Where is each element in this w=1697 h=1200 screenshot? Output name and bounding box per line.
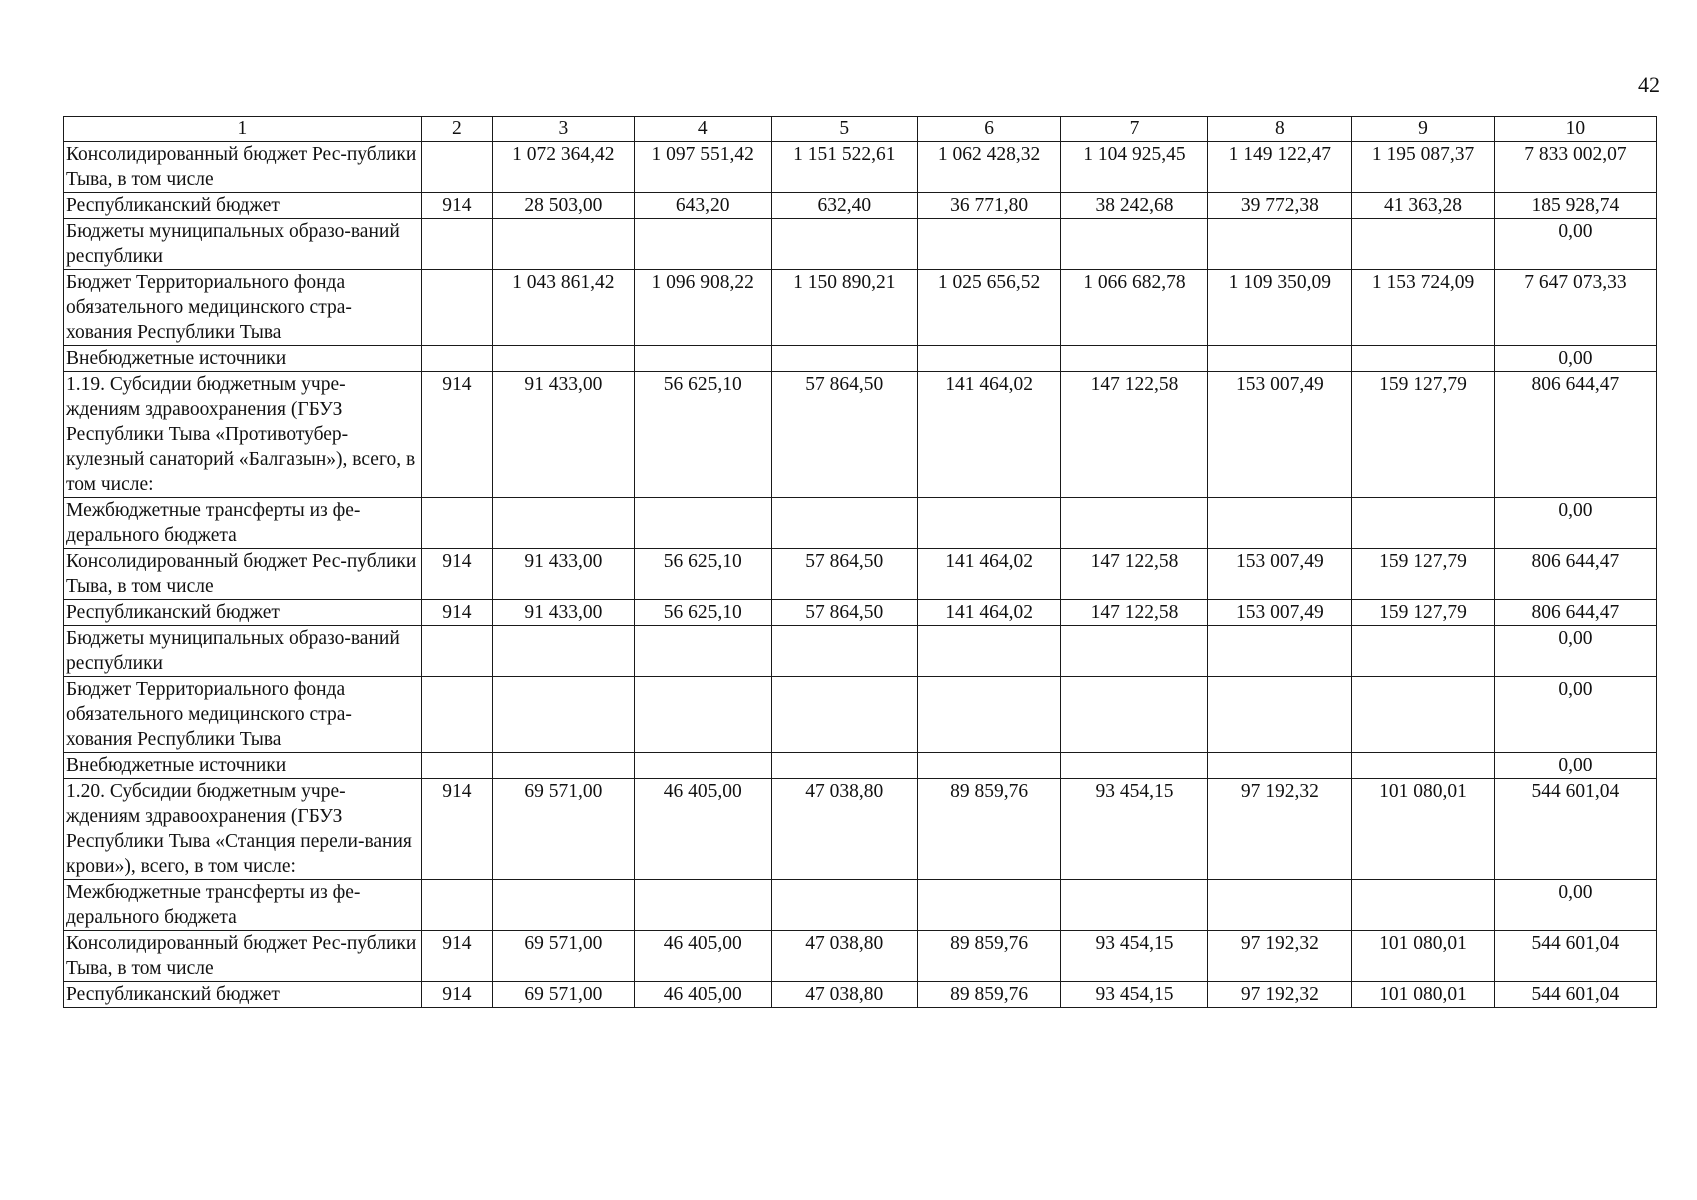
budget-code-cell: [421, 753, 492, 779]
header-cell: 7: [1061, 117, 1208, 142]
year-value-cell: 57 864,50: [771, 600, 917, 626]
table-row: [64, 626, 1657, 677]
year-value-cell: 46 405,00: [634, 982, 771, 1008]
header-cell: 10: [1494, 117, 1656, 142]
year-value-cell: 141 464,02: [917, 372, 1061, 498]
year-value-cell: 141 464,02: [917, 549, 1061, 600]
year-value-cell: 38 242,68: [1061, 193, 1208, 219]
year-value-cell: [493, 626, 635, 677]
table-row: [64, 880, 1657, 931]
total-value-cell: 806 644,47: [1494, 600, 1656, 626]
year-value-cell: 57 864,50: [771, 372, 917, 498]
year-value-cell: 147 122,58: [1061, 372, 1208, 498]
table-row: [64, 219, 1657, 270]
year-value-cell: [1061, 626, 1208, 677]
total-value-cell: 544 601,04: [1494, 931, 1656, 982]
year-value-cell: [1208, 498, 1352, 549]
header-cell: 5: [771, 117, 917, 142]
year-value-cell: 159 127,79: [1352, 372, 1495, 498]
total-value-cell: 0,00: [1494, 498, 1656, 549]
year-value-cell: 643,20: [634, 193, 771, 219]
budget-code-cell: 914: [421, 193, 492, 219]
year-value-cell: 159 127,79: [1352, 549, 1495, 600]
total-value-cell: 544 601,04: [1494, 779, 1656, 880]
table-row: [64, 982, 1657, 1008]
year-value-cell: 28 503,00: [493, 193, 635, 219]
header-cell: 4: [634, 117, 771, 142]
year-value-cell: [493, 677, 635, 753]
year-value-cell: [1352, 753, 1495, 779]
year-value-cell: 1 025 656,52: [917, 270, 1061, 346]
year-value-cell: [1061, 880, 1208, 931]
row-label: Консолидированный бюджет Рес-публики Тыва, в том числе: [64, 142, 422, 193]
year-value-cell: 56 625,10: [634, 549, 771, 600]
budget-code-cell: 914: [421, 549, 492, 600]
year-value-cell: 69 571,00: [493, 779, 635, 880]
year-value-cell: 93 454,15: [1061, 931, 1208, 982]
row-label: 1.19. Субсидии бюджетным учре-ждениям здравоохранения (ГБУЗ Республики Тыва «Противотубер-кулезный санаторий «Балгазын»), всего, в том числе:: [64, 372, 422, 498]
year-value-cell: 39 772,38: [1208, 193, 1352, 219]
row-label: Бюджет Территориального фонда обязательного медицинского стра-хования Республики Тыва: [64, 270, 422, 346]
year-value-cell: [917, 498, 1061, 549]
table-row: [64, 270, 1657, 346]
table-body: [64, 142, 1657, 1008]
table-row: [64, 193, 1657, 219]
header-cell: 3: [493, 117, 635, 142]
total-value-cell: 544 601,04: [1494, 982, 1656, 1008]
table-header-row: [64, 117, 1657, 142]
budget-code-cell: [421, 626, 492, 677]
table-row: [64, 549, 1657, 600]
table-row: [64, 142, 1657, 193]
year-value-cell: 101 080,01: [1352, 982, 1495, 1008]
budget-code-cell: [421, 346, 492, 372]
year-value-cell: 1 096 908,22: [634, 270, 771, 346]
year-value-cell: 97 192,32: [1208, 931, 1352, 982]
year-value-cell: 46 405,00: [634, 931, 771, 982]
year-value-cell: 56 625,10: [634, 600, 771, 626]
year-value-cell: [771, 498, 917, 549]
table-row: [64, 931, 1657, 982]
header-cell: 9: [1352, 117, 1495, 142]
year-value-cell: [1061, 753, 1208, 779]
header-cell: 1: [64, 117, 422, 142]
row-label: Республиканский бюджет: [64, 600, 422, 626]
year-value-cell: [634, 677, 771, 753]
year-value-cell: 101 080,01: [1352, 779, 1495, 880]
year-value-cell: [1208, 626, 1352, 677]
header-cell: 2: [421, 117, 492, 142]
year-value-cell: 101 080,01: [1352, 931, 1495, 982]
total-value-cell: 0,00: [1494, 219, 1656, 270]
year-value-cell: [917, 753, 1061, 779]
year-value-cell: [1208, 677, 1352, 753]
year-value-cell: 1 062 428,32: [917, 142, 1061, 193]
year-value-cell: [493, 346, 635, 372]
year-value-cell: 1 151 522,61: [771, 142, 917, 193]
budget-code-cell: 914: [421, 372, 492, 498]
year-value-cell: 93 454,15: [1061, 779, 1208, 880]
year-value-cell: [917, 219, 1061, 270]
year-value-cell: 159 127,79: [1352, 600, 1495, 626]
year-value-cell: [1208, 753, 1352, 779]
total-value-cell: 7 647 073,33: [1494, 270, 1656, 346]
row-label: Бюджеты муниципальных образо-ваний республики: [64, 626, 422, 677]
year-value-cell: 147 122,58: [1061, 600, 1208, 626]
year-value-cell: 1 072 364,42: [493, 142, 635, 193]
year-value-cell: 1 109 350,09: [1208, 270, 1352, 346]
year-value-cell: 47 038,80: [771, 779, 917, 880]
budget-code-cell: [421, 498, 492, 549]
year-value-cell: 69 571,00: [493, 931, 635, 982]
row-label: Консолидированный бюджет Рес-публики Тыва, в том числе: [64, 549, 422, 600]
total-value-cell: 0,00: [1494, 626, 1656, 677]
year-value-cell: 1 153 724,09: [1352, 270, 1495, 346]
year-value-cell: 47 038,80: [771, 931, 917, 982]
year-value-cell: [1061, 346, 1208, 372]
row-label: Консолидированный бюджет Рес-публики Тыва, в том числе: [64, 931, 422, 982]
year-value-cell: 93 454,15: [1061, 982, 1208, 1008]
year-value-cell: [771, 677, 917, 753]
year-value-cell: [771, 626, 917, 677]
year-value-cell: 57 864,50: [771, 549, 917, 600]
budget-code-cell: 914: [421, 931, 492, 982]
budget-table: [63, 116, 1657, 1008]
year-value-cell: 41 363,28: [1352, 193, 1495, 219]
total-value-cell: 185 928,74: [1494, 193, 1656, 219]
row-label: Межбюджетные трансферты из фе-дерального бюджета: [64, 498, 422, 549]
year-value-cell: [634, 498, 771, 549]
year-value-cell: 36 771,80: [917, 193, 1061, 219]
year-value-cell: [634, 626, 771, 677]
year-value-cell: [771, 753, 917, 779]
year-value-cell: 91 433,00: [493, 372, 635, 498]
row-label: Республиканский бюджет: [64, 193, 422, 219]
header-cell: 8: [1208, 117, 1352, 142]
budget-code-cell: 914: [421, 779, 492, 880]
year-value-cell: 632,40: [771, 193, 917, 219]
year-value-cell: 46 405,00: [634, 779, 771, 880]
year-value-cell: [917, 880, 1061, 931]
table-row: [64, 779, 1657, 880]
year-value-cell: [771, 219, 917, 270]
total-value-cell: 806 644,47: [1494, 372, 1656, 498]
year-value-cell: 147 122,58: [1061, 549, 1208, 600]
year-value-cell: 89 859,76: [917, 931, 1061, 982]
year-value-cell: 47 038,80: [771, 982, 917, 1008]
year-value-cell: [1352, 346, 1495, 372]
total-value-cell: 0,00: [1494, 880, 1656, 931]
year-value-cell: 91 433,00: [493, 549, 635, 600]
year-value-cell: [771, 880, 917, 931]
table-row: [64, 498, 1657, 549]
row-label: Внебюджетные источники: [64, 753, 422, 779]
year-value-cell: 1 195 087,37: [1352, 142, 1495, 193]
year-value-cell: [1061, 219, 1208, 270]
year-value-cell: 1 150 890,21: [771, 270, 917, 346]
year-value-cell: 1 043 861,42: [493, 270, 635, 346]
year-value-cell: [493, 219, 635, 270]
year-value-cell: 153 007,49: [1208, 549, 1352, 600]
total-value-cell: 0,00: [1494, 346, 1656, 372]
year-value-cell: 89 859,76: [917, 982, 1061, 1008]
year-value-cell: [1061, 498, 1208, 549]
year-value-cell: [634, 219, 771, 270]
budget-code-cell: [421, 880, 492, 931]
year-value-cell: [493, 498, 635, 549]
year-value-cell: [771, 346, 917, 372]
year-value-cell: [1352, 677, 1495, 753]
budget-code-cell: [421, 219, 492, 270]
year-value-cell: 89 859,76: [917, 779, 1061, 880]
year-value-cell: 141 464,02: [917, 600, 1061, 626]
page-number: 42: [1638, 72, 1660, 97]
year-value-cell: [1352, 498, 1495, 549]
budget-code-cell: [421, 677, 492, 753]
year-value-cell: [1352, 880, 1495, 931]
year-value-cell: 56 625,10: [634, 372, 771, 498]
row-label: Бюджет Территориального фонда обязательного медицинского стра-хования Республики Тыва: [64, 677, 422, 753]
year-value-cell: 1 097 551,42: [634, 142, 771, 193]
year-value-cell: 153 007,49: [1208, 372, 1352, 498]
year-value-cell: 1 066 682,78: [1061, 270, 1208, 346]
year-value-cell: 153 007,49: [1208, 600, 1352, 626]
total-value-cell: 7 833 002,07: [1494, 142, 1656, 193]
budget-code-cell: 914: [421, 600, 492, 626]
budget-code-cell: 914: [421, 982, 492, 1008]
total-value-cell: 0,00: [1494, 753, 1656, 779]
budget-code-cell: [421, 142, 492, 193]
row-label: Внебюджетные источники: [64, 346, 422, 372]
year-value-cell: [1208, 219, 1352, 270]
table-row: [64, 753, 1657, 779]
table-row: [64, 372, 1657, 498]
year-value-cell: [1061, 677, 1208, 753]
year-value-cell: [1352, 219, 1495, 270]
year-value-cell: [493, 880, 635, 931]
year-value-cell: 1 104 925,45: [1061, 142, 1208, 193]
year-value-cell: 97 192,32: [1208, 982, 1352, 1008]
table-row: [64, 346, 1657, 372]
year-value-cell: [634, 753, 771, 779]
year-value-cell: [634, 346, 771, 372]
header-cell: 6: [917, 117, 1061, 142]
table-row: [64, 677, 1657, 753]
year-value-cell: [634, 880, 771, 931]
row-label: Межбюджетные трансферты из фе-дерального бюджета: [64, 880, 422, 931]
row-label: Республиканский бюджет: [64, 982, 422, 1008]
total-value-cell: 0,00: [1494, 677, 1656, 753]
year-value-cell: [1208, 346, 1352, 372]
table-row: [64, 600, 1657, 626]
year-value-cell: [1352, 626, 1495, 677]
row-label: 1.20. Субсидии бюджетным учре-ждениям здравоохранения (ГБУЗ Республики Тыва «Станция перели-вания крови»), всего, в том числе:: [64, 779, 422, 880]
year-value-cell: [917, 346, 1061, 372]
total-value-cell: 806 644,47: [1494, 549, 1656, 600]
year-value-cell: 69 571,00: [493, 982, 635, 1008]
year-value-cell: 1 149 122,47: [1208, 142, 1352, 193]
year-value-cell: [1208, 880, 1352, 931]
year-value-cell: 97 192,32: [1208, 779, 1352, 880]
year-value-cell: [917, 677, 1061, 753]
budget-code-cell: [421, 270, 492, 346]
year-value-cell: [917, 626, 1061, 677]
year-value-cell: 91 433,00: [493, 600, 635, 626]
year-value-cell: [493, 753, 635, 779]
row-label: Бюджеты муниципальных образо-ваний республики: [64, 219, 422, 270]
